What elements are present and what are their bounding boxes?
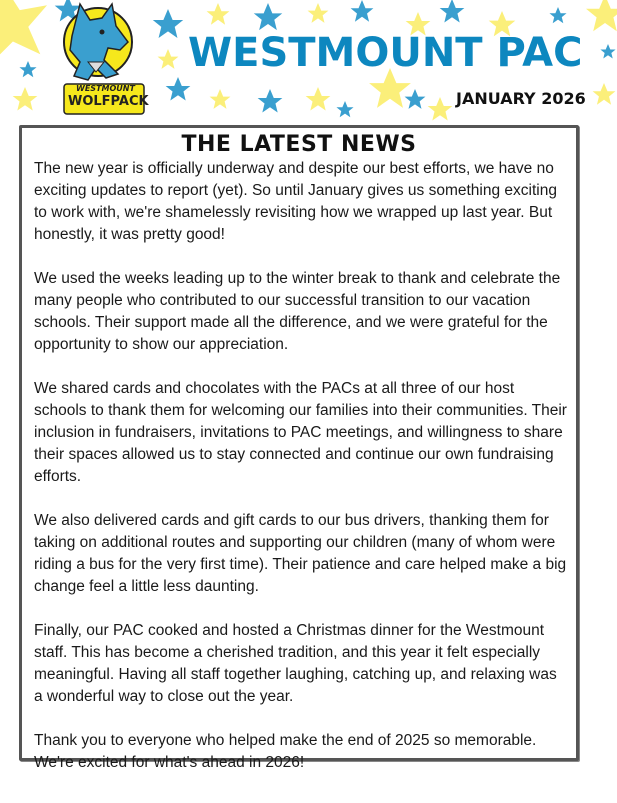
latest-news-box [19,125,579,771]
news-paragraph: We also delivered cards and gift cards to our bus drivers, thanking them for taking on additional routes and supporting our children (many of whom were riding a bus for the very first time). Their patience and care helped make a big change feel a little less daunting. [34,512,567,595]
news-paragraph: We shared cards and chocolates with the PACs at all three of our host schools to thank them for welcoming our families into their communities. Their inclusion in fundraisers, invitations to PAC meetings, and willingness to share their spaces allowed us to stay connected and continue our own fundraising efforts. [34,380,567,485]
news-paragraph: We used the weeks leading up to the winter break to thank and celebrate the many people who contributed to our successful transition to our vacation schools. Their support made all the difference, and we were grateful for the opportunity to show our appreciation. [34,270,561,353]
star-icon [207,3,230,25]
news-paragraph: The new year is officially underway and despite our best efforts, we have no exciting updates to report (yet). So until January gives us something exciting to work with, we're shamelessly revisiting how we wrapped up last year. But honestly, it was pretty good! [34,160,557,243]
logo-bottom-text: WOLFPACK [68,94,149,109]
star-icon [586,0,617,31]
star-icon [13,87,38,111]
news-paragraph: Thank you to everyone who helped make the end of 2025 so memorable. We're excited for what's ahead in 2026! [34,732,537,771]
latest-news-body [22,158,576,774]
star-icon [19,61,36,77]
newsletter-title: WESTMOUNT PAC [188,30,583,76]
news-paragraph: Finally, our PAC cooked and hosted a Christmas dinner for the Westmount staff. This has become a cherished tradition, and this year it felt especially meaningful. Having all staff together laughing, catching up, and relaxing was a wonderful way to close out the year. [34,622,557,705]
star-icon [166,77,191,101]
star-icon [351,0,374,22]
wolfpack-logo [40,2,160,120]
latest-news-heading: THE LATEST NEWS [181,132,417,157]
star-icon [210,89,231,109]
star-icon [428,97,453,121]
star-icon [336,101,353,117]
star-icon [158,49,179,69]
star-icon [308,3,329,23]
star-icon [549,7,566,23]
logo-top-text: WESTMOUNT [76,84,135,93]
star-icon [440,0,465,23]
star-icon [405,89,426,109]
issue-date: JANUARY 2026 [456,89,586,108]
star-icon [306,87,331,111]
star-icon [254,3,283,30]
star-icon [258,89,283,113]
newsletter-header [0,0,617,122]
